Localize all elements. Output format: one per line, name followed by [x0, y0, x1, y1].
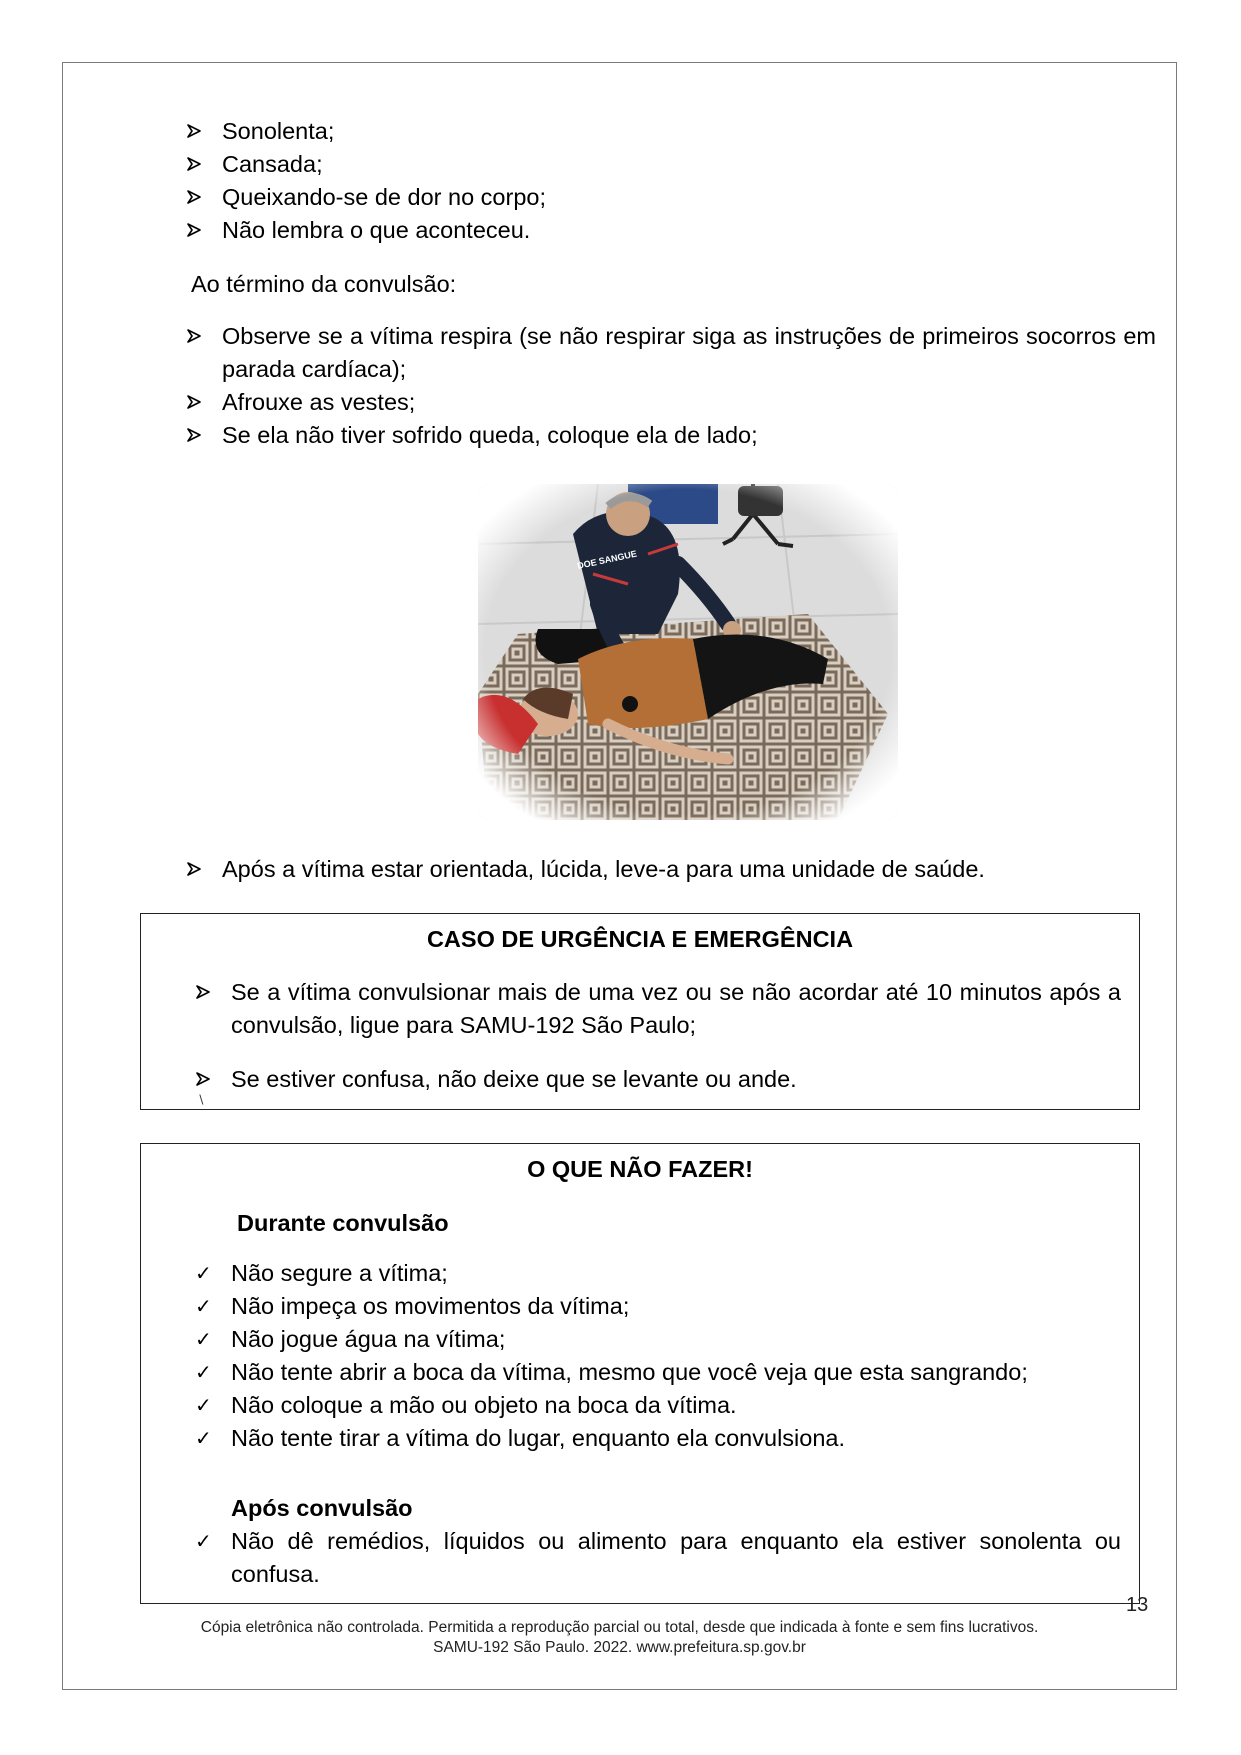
list-item-text: Não lembra o que aconteceu. — [222, 217, 531, 243]
arrow-bullet-icon — [187, 223, 201, 237]
list-item-text: Cansada; — [222, 151, 323, 177]
list-item — [195, 1525, 1121, 1591]
urgency-box-title: CASO DE URGÊNCIA E EMERGÊNCIA — [426, 926, 854, 952]
list-item — [195, 976, 1121, 1042]
list-item — [186, 214, 1156, 247]
recovery-position-illustration — [478, 484, 898, 820]
after-heading: Após convulsão — [231, 1495, 413, 1521]
checkmark-icon: ✓ — [195, 1360, 212, 1384]
during-heading: Durante convulsão — [237, 1210, 449, 1236]
list-item — [195, 1290, 1121, 1323]
list-item — [186, 386, 1156, 419]
arrow-bullet-icon — [196, 985, 210, 999]
urgency-list — [195, 976, 1121, 1096]
list-item-text: Não tente abrir a boca da vítima, mesmo que você veja que esta sangrando; — [231, 1359, 1028, 1385]
final-list — [186, 853, 1156, 886]
list-item-text: Se ela não tiver sofrido queda, coloque ela de lado; — [222, 422, 758, 448]
list-item-text: Após a vítima estar orientada, lúcida, leve-a para uma unidade de saúde. — [222, 856, 985, 882]
arrow-bullet-icon — [187, 124, 201, 138]
list-item-text: Observe se a vítima respira (se não respirar siga as instruções de primeiros socorros em parada cardíaca); — [222, 323, 1156, 382]
symptom-list — [186, 115, 1156, 247]
after-seizure-list — [186, 320, 1156, 452]
list-item — [195, 1063, 1121, 1096]
list-item-text: Não dê remédios, líquidos ou alimento para enquanto ela estiver sonolenta ou confusa. — [231, 1528, 1121, 1587]
list-item — [186, 320, 1156, 386]
list-item-text: Se a vítima convulsionar mais de uma vez ou se não acordar até 10 minutos após a convulsão, ligue para SAMU-192 São Paulo; — [231, 979, 1121, 1038]
list-item — [195, 1257, 1121, 1290]
arrow-bullet-icon — [187, 395, 201, 409]
page-number: 13 — [1126, 1594, 1149, 1616]
checkmark-icon: ✓ — [195, 1426, 212, 1450]
end-of-seizure-heading: Ao término da convulsão: — [191, 271, 457, 297]
list-item-text: Não impeça os movimentos da vítima; — [231, 1293, 630, 1319]
arrow-bullet-icon — [187, 329, 201, 343]
checkmark-icon: ✓ — [195, 1294, 212, 1318]
list-item — [195, 1323, 1121, 1356]
list-item-text: Não coloque a mão ou objeto na boca da vítima. — [231, 1392, 737, 1418]
footer — [62, 1618, 1177, 1658]
urgency-box — [140, 913, 1140, 1110]
footer-line-2: SAMU-192 São Paulo. 2022. www.prefeitura.sp.gov.br — [433, 1639, 806, 1656]
checkmark-icon: ✓ — [195, 1327, 212, 1351]
dont-box — [140, 1143, 1140, 1604]
list-item-text: Não jogue água na vítima; — [231, 1326, 506, 1352]
list-item — [186, 115, 1156, 148]
list-item — [186, 419, 1156, 452]
list-item — [195, 1422, 1121, 1455]
list-item-text: Afrouxe as vestes; — [222, 389, 416, 415]
arrow-bullet-icon — [196, 1072, 210, 1086]
list-item — [195, 1356, 1121, 1389]
arrow-bullet-icon — [187, 190, 201, 204]
arrow-bullet-icon — [187, 428, 201, 442]
stray-mark: ∖ — [197, 1093, 205, 1107]
list-item-text: Não tente tirar a vítima do lugar, enquanto ela convulsiona. — [231, 1425, 845, 1451]
recovery-position-photo — [478, 484, 898, 820]
footer-line-1: Cópia eletrônica não controlada. Permitida a reprodução parcial ou total, desde que indicada à fonte e sem fins lucrativos. — [200, 1619, 1039, 1636]
list-item-text: Queixando-se de dor no corpo; — [222, 184, 546, 210]
checkmark-icon: ✓ — [195, 1393, 212, 1417]
arrow-bullet-icon — [187, 157, 201, 171]
list-item — [186, 181, 1156, 214]
list-item-text: Se estiver confusa, não deixe que se levante ou ande. — [231, 1066, 797, 1092]
after-list — [195, 1525, 1121, 1591]
list-item — [186, 853, 1156, 886]
list-item-text: Não segure a vítima; — [231, 1260, 448, 1286]
checkmark-icon: ✓ — [195, 1261, 212, 1285]
checkmark-icon: ✓ — [195, 1529, 212, 1553]
list-item — [195, 1389, 1121, 1422]
dont-box-title: O QUE NÃO FAZER! — [527, 1156, 753, 1182]
list-item-text: Sonolenta; — [222, 118, 335, 144]
arrow-bullet-icon — [187, 862, 201, 876]
during-list — [195, 1257, 1121, 1455]
list-item — [186, 148, 1156, 181]
